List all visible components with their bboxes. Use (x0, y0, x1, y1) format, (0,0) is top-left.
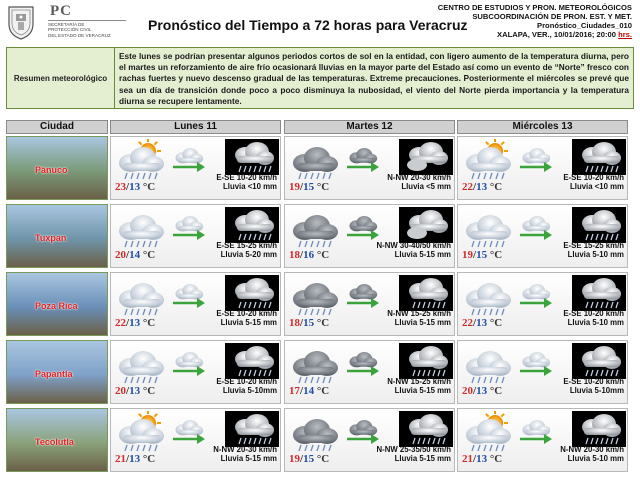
temp-separator: / (473, 181, 477, 193)
city-row (6, 136, 634, 202)
temp-min: 15 (303, 453, 315, 465)
wind-rain-info (563, 377, 624, 396)
forecast-cell (457, 136, 628, 200)
temp-min: 14 (303, 385, 315, 397)
arrow-right-icon (345, 229, 381, 241)
temp-separator: / (126, 249, 130, 261)
arrow-right-icon (345, 365, 381, 377)
city-name: Papantla (35, 369, 73, 379)
temp-unit: °C (314, 385, 330, 397)
wind-text: N-NW 20-30 km/h (560, 445, 624, 454)
page-title: Pronóstico del Tiempo a 72 horas para Veracruz (148, 17, 468, 33)
cloud-rain-night-icon (399, 411, 453, 447)
city-name: Tuxpan (35, 233, 67, 243)
summary-label: Resumen meteorológico (7, 48, 115, 108)
temperature (289, 317, 329, 329)
cloud-rain-night-icon (225, 411, 279, 447)
hrs-link[interactable]: hrs. (618, 30, 632, 39)
cloud-rain-icon (289, 207, 341, 249)
cloud-rain-icon (462, 207, 514, 249)
temp-min: 15 (303, 181, 315, 193)
wind-text: E-SE 10-20 km/h (216, 173, 277, 182)
summary-text: Este lunes se podrían presentar algunos periodos cortos de sol en la entidad, con ligero aumento de la temperatura diurna, pero el martes un reforzamiento de aire frío ocasionará lluvias en la mayor parte del Estado así como un evento de “Norte” fresco con rachas fuertes y nuevo descenso gradual de las temperaturas. Extreme precauciones. Posteriormente el miércoles se prevé que sea un día de transición donde poco a poco disminuya la nubosidad, el viento del Norte pierda importancia y la temperatura diurna se recupere lentamente. (119, 51, 629, 106)
temp-max: 18 (289, 249, 300, 261)
temp-separator: / (300, 317, 304, 329)
temp-max: 20 (115, 249, 126, 261)
arrow-right-icon (345, 161, 381, 173)
temp-separator: / (473, 453, 477, 465)
rain-text: Lluvia 5-15 mm (220, 454, 277, 464)
arrow-right-icon (171, 365, 207, 377)
forecast-cell (110, 272, 281, 336)
temp-unit: °C (314, 181, 330, 193)
cloud-rain-night-icon (225, 343, 279, 379)
temp-min: 13 (129, 317, 141, 329)
rain-text: Lluvia 5-15 mm (394, 386, 451, 396)
city-photo (6, 272, 108, 336)
city-name: Poza Rica (35, 301, 78, 311)
rain-text: Lluvia 5-15 mm (394, 250, 451, 260)
wind-rain-info (376, 445, 451, 464)
temp-max: 19 (462, 249, 473, 261)
cloudy-night-icon (399, 139, 453, 175)
city-photo (6, 408, 108, 472)
wind-rain-info (216, 241, 277, 260)
rain-text: Lluvia 5-10 mm (567, 318, 624, 328)
temperature (289, 385, 329, 397)
wind-text: N-NW 30-40/50 km/h (376, 241, 451, 250)
temp-max: 18 (289, 317, 300, 329)
temp-max: 17 (289, 385, 300, 397)
temp-unit: °C (487, 317, 503, 329)
wind-rain-info (563, 309, 624, 328)
wind-text: E-SE 10-20 km/h (563, 377, 624, 386)
temp-min: 13 (129, 181, 141, 193)
cloud-rain-night-icon (572, 343, 626, 379)
partly-sunny-rain-icon (462, 411, 514, 453)
forecast-cell (110, 340, 281, 404)
cloud-rain-night-icon (225, 207, 279, 243)
temp-separator: / (473, 249, 477, 261)
pc-sub-line: PROTECCIÓN CIVIL (48, 27, 92, 33)
temp-min: 13 (476, 317, 488, 329)
arrow-right-icon (518, 433, 554, 445)
temp-max: 21 (462, 453, 473, 465)
temp-unit: °C (487, 181, 503, 193)
wind-rain-info (216, 309, 277, 328)
temp-separator: / (300, 181, 304, 193)
rain-text: Lluvia <10 mm (223, 182, 277, 192)
rain-text: Lluvia 5-10 mm (567, 454, 624, 464)
cloud-rain-night-icon (572, 207, 626, 243)
temp-unit: °C (487, 385, 503, 397)
forecast-cell (110, 408, 281, 472)
temp-max: 20 (115, 385, 126, 397)
temperature (115, 317, 155, 329)
temp-unit: °C (487, 453, 503, 465)
pc-sub-line: SECRETARÍA DE (48, 22, 85, 27)
wind-rain-info (387, 377, 451, 396)
temp-separator: / (300, 453, 304, 465)
temp-unit: °C (140, 249, 156, 261)
temp-max: 22 (462, 317, 473, 329)
rain-text: Lluvia 5-20 mm (220, 250, 277, 260)
wind-text: E-SE 10-20 km/h (563, 309, 624, 318)
temp-max: 19 (289, 453, 300, 465)
page-header (0, 0, 640, 48)
proteccion-civil-logo (44, 3, 126, 41)
temp-min: 15 (476, 249, 488, 261)
cloud-rain-icon (289, 275, 341, 317)
temp-min: 13 (476, 181, 488, 193)
arrow-right-icon (171, 297, 207, 309)
cloud-rain-icon (289, 139, 341, 181)
city-name: Pánuco (35, 165, 68, 175)
temperature (289, 249, 329, 261)
pc-logo-divider (48, 20, 126, 21)
city-row (6, 204, 634, 270)
wind-rain-info (213, 445, 277, 464)
temperature (462, 181, 502, 193)
city-photo (6, 136, 108, 200)
cloud-rain-icon (462, 275, 514, 317)
temp-separator: / (300, 249, 304, 261)
temperature (115, 249, 155, 261)
weather-summary (6, 47, 634, 109)
cloud-rain-night-icon (225, 139, 279, 175)
rain-text: Lluvia 5-10mm (569, 386, 624, 396)
cloud-rain-icon (289, 343, 341, 385)
temperature (462, 453, 502, 465)
temp-separator: / (126, 453, 130, 465)
date-text: XALAPA, VER., 10/01/2016; 20:00 (497, 30, 616, 39)
temp-max: 21 (115, 453, 126, 465)
city-photo (6, 204, 108, 268)
temp-unit: °C (140, 453, 156, 465)
temp-separator: / (473, 385, 477, 397)
arrow-right-icon (518, 365, 554, 377)
cloudy-night-icon (399, 207, 453, 243)
veracruz-seal-icon (6, 4, 36, 40)
wind-text: N-NW 25-35/50 km/h (376, 445, 451, 454)
rain-text: Lluvia 5-10mm (222, 386, 277, 396)
temp-unit: °C (487, 249, 503, 261)
rain-text: Lluvia 5-15 mm (394, 318, 451, 328)
issue-date (438, 30, 632, 39)
city-row (6, 408, 634, 474)
forecast-cell (284, 340, 455, 404)
forecast-cell (284, 136, 455, 200)
city-row (6, 340, 634, 406)
temperature (462, 249, 502, 261)
cloud-rain-icon (115, 275, 167, 317)
arrow-right-icon (171, 229, 207, 241)
wind-text: E-SE 15-25 km/h (216, 241, 277, 250)
rain-text: Lluvia <10 mm (570, 182, 624, 192)
temp-min: 15 (303, 317, 315, 329)
arrow-right-icon (518, 161, 554, 173)
column-header-day: Lunes 11 (110, 120, 281, 134)
arrow-right-icon (171, 433, 207, 445)
organization-info (438, 3, 632, 39)
temp-min: 13 (476, 453, 488, 465)
forecast-cell (110, 136, 281, 200)
partly-sunny-rain-icon (115, 139, 167, 181)
temp-separator: / (126, 385, 130, 397)
temp-max: 22 (462, 181, 473, 193)
wind-text: N-NW 15-25 km/h (387, 377, 451, 386)
temperature (289, 453, 329, 465)
partly-sunny-rain-icon (115, 411, 167, 453)
temperature (115, 181, 155, 193)
forecast-cell (284, 408, 455, 472)
wind-text: N-NW 20-30 km/h (213, 445, 277, 454)
cloud-rain-night-icon (225, 275, 279, 311)
org-line: CENTRO DE ESTUDIOS Y PRON. METEOROLÓGICOS (437, 3, 632, 12)
temp-min: 13 (129, 453, 141, 465)
temp-min: 14 (129, 249, 141, 261)
temp-max: 19 (289, 181, 300, 193)
temp-unit: °C (140, 317, 156, 329)
org-line: Pronóstico_Ciudades_010 (537, 21, 632, 30)
cloud-rain-night-icon (572, 275, 626, 311)
temperature (462, 317, 502, 329)
rain-text: Lluvia 5-10 mm (567, 250, 624, 260)
temp-max: 20 (462, 385, 473, 397)
wind-rain-info (216, 377, 277, 396)
pc-logo-text: PC (50, 3, 72, 19)
wind-rain-info (563, 173, 624, 192)
arrow-right-icon (518, 229, 554, 241)
partly-sunny-rain-icon (462, 139, 514, 181)
wind-text: E-SE 10-20 km/h (563, 173, 624, 182)
temp-max: 22 (115, 317, 126, 329)
wind-rain-info (376, 241, 451, 260)
arrow-right-icon (518, 297, 554, 309)
arrow-right-icon (345, 297, 381, 309)
temp-unit: °C (314, 249, 330, 261)
wind-text: E-SE 10-20 km/h (216, 377, 277, 386)
wind-rain-info (560, 445, 624, 464)
forecast-grid (6, 120, 634, 478)
temperature (115, 453, 155, 465)
temp-separator: / (300, 385, 304, 397)
temp-min: 16 (303, 249, 315, 261)
pc-sub-line: DEL ESTADO DE VERACRUZ (48, 32, 111, 38)
city-name: Tecolutla (35, 437, 74, 447)
org-line: SUBCOORDINACIÓN DE PRON. EST. Y MET. (472, 12, 632, 21)
wind-rain-info (216, 173, 277, 192)
temp-unit: °C (314, 317, 330, 329)
temperature (462, 385, 502, 397)
temp-separator: / (126, 181, 130, 193)
arrow-right-icon (345, 433, 381, 445)
forecast-cell (284, 272, 455, 336)
wind-text: E-SE 10-20 km/h (216, 309, 277, 318)
wind-text: N-NW 15-25 km/h (387, 309, 451, 318)
cloud-rain-icon (115, 343, 167, 385)
forecast-cell (457, 272, 628, 336)
forecast-cell (457, 408, 628, 472)
forecast-cell (457, 204, 628, 268)
temp-separator: / (473, 317, 477, 329)
temperature (289, 181, 329, 193)
forecast-cell (110, 204, 281, 268)
temp-min: 13 (476, 385, 488, 397)
wind-rain-info (387, 173, 451, 192)
temp-unit: °C (314, 453, 330, 465)
cloud-rain-night-icon (572, 411, 626, 447)
arrow-right-icon (171, 161, 207, 173)
cloud-rain-icon (289, 411, 341, 453)
cloud-rain-icon (462, 343, 514, 385)
forecast-cell (284, 204, 455, 268)
forecast-cell (457, 340, 628, 404)
wind-rain-info (563, 241, 624, 260)
cloud-rain-icon (115, 207, 167, 249)
temp-separator: / (126, 317, 130, 329)
pc-logo-subtitle (48, 22, 128, 38)
temp-unit: °C (140, 385, 156, 397)
wind-rain-info (387, 309, 451, 328)
wind-text: N-NW 20-30 km/h (387, 173, 451, 182)
city-row (6, 272, 634, 338)
city-photo (6, 340, 108, 404)
temp-max: 23 (115, 181, 126, 193)
cloud-rain-night-icon (399, 275, 453, 311)
rain-text: Lluvia 5-15 mm (394, 454, 451, 464)
rain-text: Lluvia <5 mm (401, 182, 451, 192)
cloud-rain-night-icon (399, 343, 453, 379)
temperature (115, 385, 155, 397)
column-header-day: Martes 12 (284, 120, 455, 134)
column-header-city: Ciudad (6, 120, 108, 134)
column-header-day: Miércoles 13 (457, 120, 628, 134)
wind-text: E-SE 15-25 km/h (563, 241, 624, 250)
rain-text: Lluvia 5-15 mm (220, 318, 277, 328)
temp-unit: °C (140, 181, 156, 193)
temp-min: 13 (129, 385, 141, 397)
cloud-rain-night-icon (572, 139, 626, 175)
